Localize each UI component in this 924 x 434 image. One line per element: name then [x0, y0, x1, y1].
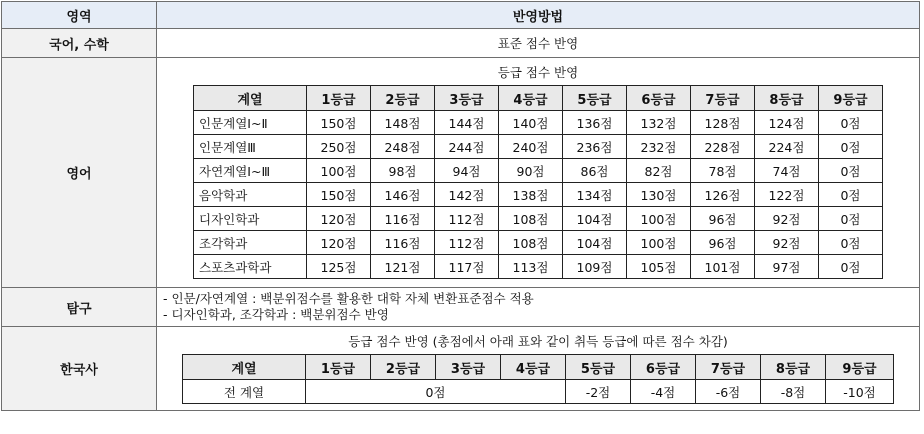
history-col-header: 계열: [183, 355, 306, 380]
english-col-header: 3등급: [435, 86, 499, 111]
english-col-header: 2등급: [371, 86, 435, 111]
history-col-header: 7등급: [696, 355, 761, 380]
english-row: [2, 58, 920, 288]
grade-score-cell: 148점: [371, 111, 435, 135]
grade-score-cell: 97점: [755, 255, 819, 279]
track-name-cell: 인문계열Ⅲ: [194, 135, 307, 159]
grade-score-cell: 121점: [371, 255, 435, 279]
history-deduction-cell: -6점: [696, 380, 761, 404]
track-name-cell: 스포츠과학과: [194, 255, 307, 279]
table-row: [194, 207, 883, 231]
grade-score-cell: 116점: [371, 207, 435, 231]
table-row: [194, 159, 883, 183]
english-col-header: 계열: [194, 86, 307, 111]
history-merged-value: 0점: [306, 380, 566, 404]
english-caption: 등급 점수 반영: [497, 65, 579, 80]
grade-score-cell: 240점: [499, 135, 563, 159]
grade-score-cell: 232점: [627, 135, 691, 159]
header-row: [2, 2, 920, 29]
grade-score-cell: 112점: [435, 231, 499, 255]
inquiry-label: 탐구: [2, 288, 157, 327]
history-col-header: 4등급: [501, 355, 566, 380]
korean-math-text: 표준 점수 반영: [157, 29, 920, 58]
grade-score-cell: 122점: [755, 183, 819, 207]
history-caption: 등급 점수 반영 (총점에서 아래 표와 같이 취득 등급에 따른 점수 차감): [348, 334, 728, 349]
grade-score-cell: 140점: [499, 111, 563, 135]
track-name-cell: 조각학과: [194, 231, 307, 255]
history-deduction-cell: -4점: [631, 380, 696, 404]
grade-score-cell: 92점: [755, 231, 819, 255]
english-col-header: 4등급: [499, 86, 563, 111]
track-name-cell: 음악학과: [194, 183, 307, 207]
grade-score-cell: 82점: [627, 159, 691, 183]
history-deduction-cell: -10점: [826, 380, 894, 404]
history-col-header: 8등급: [761, 355, 826, 380]
history-label: 한국사: [2, 327, 157, 411]
grade-score-cell: 144점: [435, 111, 499, 135]
grade-score-cell: 113점: [499, 255, 563, 279]
grade-score-cell: 120점: [307, 207, 371, 231]
grade-score-cell: 74점: [755, 159, 819, 183]
grade-score-cell: 146점: [371, 183, 435, 207]
grade-score-cell: 78점: [691, 159, 755, 183]
english-label: 영어: [2, 58, 157, 288]
grade-score-cell: 128점: [691, 111, 755, 135]
history-col-header: 1등급: [306, 355, 371, 380]
grade-score-cell: 125점: [307, 255, 371, 279]
grade-score-cell: 100점: [307, 159, 371, 183]
grade-score-cell: 98점: [371, 159, 435, 183]
inquiry-row: [2, 288, 920, 327]
grade-score-cell: 124점: [755, 111, 819, 135]
grade-score-cell: 136점: [563, 111, 627, 135]
grade-score-cell: 0점: [819, 183, 883, 207]
grade-score-cell: 94점: [435, 159, 499, 183]
english-col-header: 7등급: [691, 86, 755, 111]
grade-score-cell: 130점: [627, 183, 691, 207]
grade-score-cell: 96점: [691, 231, 755, 255]
grade-score-cell: 117점: [435, 255, 499, 279]
grade-score-cell: 138점: [499, 183, 563, 207]
grade-score-cell: 0점: [819, 159, 883, 183]
english-header-row: [194, 86, 883, 111]
english-grade-table: [193, 85, 883, 279]
grade-score-cell: 134점: [563, 183, 627, 207]
history-col-header: 9등급: [826, 355, 894, 380]
grade-score-cell: 224점: [755, 135, 819, 159]
grade-score-cell: 250점: [307, 135, 371, 159]
grade-score-cell: 104점: [563, 207, 627, 231]
history-data-row: [183, 380, 894, 404]
grade-score-cell: 0점: [819, 231, 883, 255]
grade-score-cell: 150점: [307, 111, 371, 135]
grade-score-cell: 150점: [307, 183, 371, 207]
grade-score-cell: 248점: [371, 135, 435, 159]
grade-score-cell: 109점: [563, 255, 627, 279]
history-col-header: 3등급: [436, 355, 501, 380]
history-row: [2, 327, 920, 411]
grade-score-cell: 104점: [563, 231, 627, 255]
grade-score-cell: 100점: [627, 207, 691, 231]
grade-score-cell: 108점: [499, 207, 563, 231]
grade-score-cell: 0점: [819, 255, 883, 279]
grade-score-cell: 86점: [563, 159, 627, 183]
english-col-header: 9등급: [819, 86, 883, 111]
korean-math-row: [2, 29, 920, 58]
grade-score-cell: 90점: [499, 159, 563, 183]
english-col-header: 5등급: [563, 86, 627, 111]
grade-score-cell: 0점: [819, 111, 883, 135]
grade-score-cell: 228점: [691, 135, 755, 159]
history-col-header: 6등급: [631, 355, 696, 380]
admission-table: [1, 1, 920, 411]
english-col-header: 1등급: [307, 86, 371, 111]
grade-score-cell: 132점: [627, 111, 691, 135]
grade-score-cell: 236점: [563, 135, 627, 159]
history-col-header: 2등급: [371, 355, 436, 380]
grade-score-cell: 105점: [627, 255, 691, 279]
grade-score-cell: 0점: [819, 207, 883, 231]
grade-score-cell: 92점: [755, 207, 819, 231]
grade-score-cell: 100점: [627, 231, 691, 255]
grade-score-cell: 244점: [435, 135, 499, 159]
table-row: [194, 111, 883, 135]
english-col-header: 6등급: [627, 86, 691, 111]
table-row: [194, 135, 883, 159]
grade-score-cell: 101점: [691, 255, 755, 279]
track-name-cell: 디자인학과: [194, 207, 307, 231]
table-row: [194, 255, 883, 279]
english-col-header: 8등급: [755, 86, 819, 111]
grade-score-cell: 108점: [499, 231, 563, 255]
grade-score-cell: 142점: [435, 183, 499, 207]
grade-score-cell: 126점: [691, 183, 755, 207]
grade-score-cell: 0점: [819, 135, 883, 159]
header-area: 영역: [2, 2, 157, 29]
table-row: [194, 231, 883, 255]
track-name-cell: 자연계열Ⅰ~Ⅲ: [194, 159, 307, 183]
table-row: [194, 183, 883, 207]
inquiry-list: [157, 288, 919, 326]
grade-score-cell: 112점: [435, 207, 499, 231]
history-header-row: [183, 355, 894, 380]
inquiry-item-humanities: - 인문/자연계열 : 백분위점수를 활용한 대학 자체 변환표준점수 적용: [163, 291, 534, 306]
inquiry-item-design: - 디자인학과, 조각학과 : 백분위점수 반영: [163, 307, 389, 322]
history-deduction-cell: -8점: [761, 380, 826, 404]
grade-score-cell: 96점: [691, 207, 755, 231]
history-row-label: 전 계열: [183, 380, 306, 404]
history-grade-table: [182, 354, 894, 404]
history-col-header: 5등급: [566, 355, 631, 380]
header-method: 반영방법: [157, 2, 920, 29]
grade-score-cell: 120점: [307, 231, 371, 255]
history-deduction-cell: -2점: [566, 380, 631, 404]
grade-score-cell: 116점: [371, 231, 435, 255]
track-name-cell: 인문계열Ⅰ~Ⅱ: [194, 111, 307, 135]
korean-math-label: 국어, 수학: [2, 29, 157, 58]
